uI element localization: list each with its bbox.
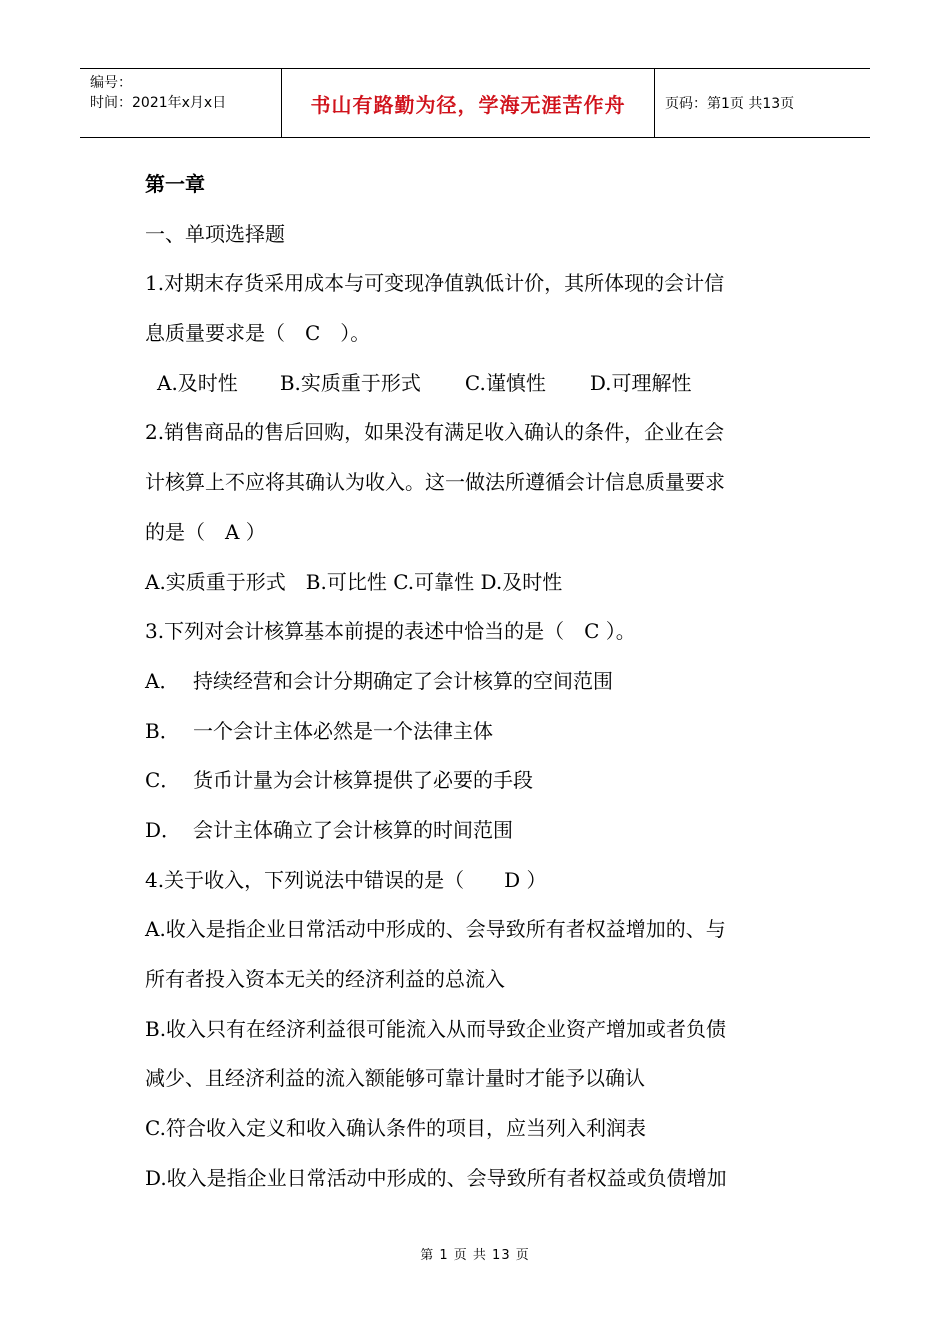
question-2-options: A.实质重于形式 B.可比性 C.可靠性 D.及时性 <box>145 569 563 594</box>
q1-option-a: A.及时性 <box>157 370 238 395</box>
q1-option-c: C.谨慎性 <box>464 370 546 395</box>
q1-option-d: D.可理解性 <box>589 370 692 395</box>
question-4-option-a-line-1: A.收入是指企业日常活动中形成的、会导致所有者权益增加的、与 <box>145 917 726 942</box>
question-4-option-c: C.符合收入定义和收入确认条件的项目，应当列入利润表 <box>145 1116 646 1141</box>
question-2-line-2: 计核算上不应将其确认为收入。这一做法所遵循会计信息质量要求 <box>145 470 725 495</box>
question-1-line-1: 1.对期末存货采用成本与可变现净值孰低计价，其所体现的会计信 <box>145 271 725 296</box>
question-4-option-b-line-1: B.收入只有在经济利益很可能流入从而导致企业资产增加或者负债 <box>145 1016 727 1041</box>
question-3-option-d: D． 会计主体确立了会计核算的时间范围 <box>145 817 513 842</box>
question-3-line-1: 3.下列对会计核算基本前提的表述中恰当的是（ C ）。 <box>145 619 636 644</box>
time-label: 时间：2021年x月x日 <box>90 95 227 111</box>
section-title: 一、单项选择题 <box>145 221 285 246</box>
question-4-option-d-line-1: D.收入是指企业日常活动中形成的、会导致所有者权益或负债增加 <box>145 1165 727 1190</box>
header-motto: 书山有路勤为径，学海无涯苦作舟 <box>282 69 655 137</box>
chapter-title: 第一章 <box>145 172 205 196</box>
question-1-options <box>145 359 825 409</box>
question-2-line-3: 的是（ A ） <box>145 519 266 544</box>
question-3-option-b: B． 一个会计主体必然是一个法律主体 <box>145 718 493 743</box>
question-4-option-a-line-2: 所有者投入资本无关的经济利益的总流入 <box>145 967 505 991</box>
document-body <box>145 160 825 1203</box>
page-footer: 第 1 页 共 13 页 <box>420 1248 530 1263</box>
question-4-line-1: 4.关于收入，下列说法中错误的是（ D ） <box>145 867 547 892</box>
header-page-info: 页码：第1页 共13页 <box>665 96 795 112</box>
question-2-line-1: 2.销售商品的售后回购，如果没有满足收入确认的条件，企业在会 <box>145 420 725 445</box>
question-4-option-b-line-2: 减少、且经济利益的流入额能够可靠计量时才能予以确认 <box>145 1066 645 1091</box>
number-label: 编号： <box>90 75 132 91</box>
q1-option-b: B.实质重于形式 <box>279 370 421 395</box>
header-meta <box>80 69 282 137</box>
question-3-option-a: A． 持续经营和会计分期确定了会计核算的空间范围 <box>145 668 613 693</box>
question-3-option-c: C． 货币计量为会计核算提供了必要的手段 <box>145 768 533 793</box>
page-header <box>80 68 870 138</box>
question-1-line-2: 息质量要求是（ C ）。 <box>145 321 371 346</box>
